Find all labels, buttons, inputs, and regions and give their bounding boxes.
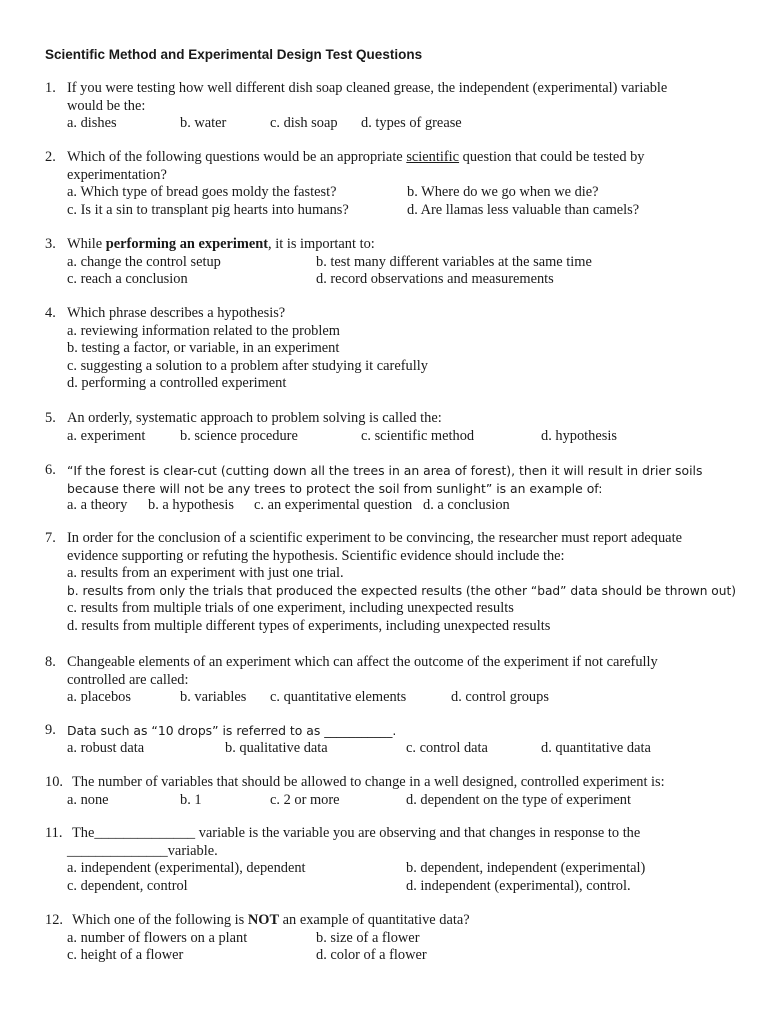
option-a[interactable]: a. number of flowers on a plant <box>67 929 248 946</box>
options-row <box>67 930 748 948</box>
question-number: 11. <box>45 825 63 841</box>
question-3 <box>45 236 748 289</box>
option-d[interactable]: d. hypothesis <box>541 427 617 444</box>
option-a[interactable]: a. dishes <box>67 115 117 131</box>
option-a[interactable]: a. Which type of bread goes moldy the fastest? <box>67 184 337 200</box>
options-row <box>67 202 748 220</box>
options-row <box>67 792 748 810</box>
question-stem-cont: because there will not be any trees to protect the soil from sunlight” is an example of: <box>67 480 603 496</box>
option-a[interactable]: a. experiment <box>67 427 146 444</box>
option-b[interactable]: b. water <box>180 115 227 131</box>
option-c[interactable]: c. results from multiple trials of one experiment, including unexpected results <box>67 600 514 616</box>
option-b[interactable]: b. science procedure <box>180 427 298 444</box>
question-stem: Data such as “10 drops” is referred to as ___________. <box>67 723 397 738</box>
bold-phrase: performing an experiment <box>105 236 269 252</box>
question-stem: “If the forest is clear-cut (cutting down all the trees in an area of forest), then it will result in drier soils <box>67 463 703 478</box>
question-number: 6. <box>45 462 56 478</box>
option-d[interactable]: d. color of a flower <box>316 947 427 963</box>
question-number: 3. <box>45 236 56 252</box>
options-row <box>67 271 748 289</box>
question-stem-cont: controlled are called: <box>67 671 189 688</box>
option-c[interactable]: c. 2 or more <box>270 791 340 808</box>
option-b[interactable]: b. 1 <box>180 791 202 808</box>
option-a[interactable]: a. change the control setup <box>67 253 221 270</box>
option-c[interactable]: c. reach a conclusion <box>67 271 188 287</box>
option-b[interactable]: b. variables <box>180 689 247 705</box>
question-stem: Changeable elements of an experiment which can affect the outcome of the experiment if not carefully <box>67 654 658 670</box>
question-number: 8. <box>45 654 56 670</box>
option-c[interactable]: c. suggesting a solution to a problem after studying it carefully <box>67 357 428 374</box>
options-row <box>67 878 748 896</box>
options-row <box>67 947 748 965</box>
page-title: Scientific Method and Experimental Design Test Questions <box>45 47 423 62</box>
options-row <box>67 860 748 878</box>
question-stem: While performing an experiment, it is important to: <box>67 236 375 252</box>
question-stem: An orderly, systematic approach to problem solving is called the: <box>67 410 442 426</box>
question-stem: The______________ variable is the variable you are observing and that changes in response to the <box>72 825 641 841</box>
option-a[interactable]: a. independent (experimental), dependent <box>67 860 306 876</box>
options-row <box>67 740 748 758</box>
question-stem: In order for the conclusion of a scientific experiment to be convincing, the researcher must report adequate <box>67 530 682 546</box>
option-c[interactable]: c. an experimental question <box>254 497 413 513</box>
option-c[interactable]: c. height of a flower <box>67 947 184 963</box>
option-b[interactable]: b. size of a flower <box>316 929 420 946</box>
option-d[interactable]: d. dependent on the type of experiment <box>406 791 631 808</box>
question-number: 9. <box>45 722 56 738</box>
question-6 <box>45 462 748 515</box>
question-11 <box>45 825 748 895</box>
question-1 <box>45 80 748 133</box>
question-number: 10. <box>45 774 63 790</box>
question-number: 5. <box>45 410 56 426</box>
question-number: 1. <box>45 80 56 96</box>
question-stem-cont: ______________variable. <box>67 842 218 859</box>
question-number: 2. <box>45 149 56 165</box>
question-number: 12. <box>45 912 63 928</box>
question-number: 4. <box>45 305 56 321</box>
option-a[interactable]: a. none <box>67 791 109 808</box>
options-row <box>67 689 748 707</box>
question-9 <box>45 722 748 757</box>
options-row <box>67 115 748 133</box>
option-d[interactable]: d. control groups <box>451 689 549 705</box>
option-b[interactable]: b. testing a factor, or variable, in an experiment <box>67 340 340 356</box>
option-a[interactable]: a. reviewing information related to the problem <box>67 322 340 339</box>
question-stem-cont: experimentation? <box>67 166 167 183</box>
option-c[interactable]: c. dependent, control <box>67 877 188 894</box>
option-d[interactable]: d. quantitative data <box>541 739 651 756</box>
option-b[interactable]: b. Where do we go when we die? <box>407 184 599 200</box>
bold-word: NOT <box>247 912 280 928</box>
option-b[interactable]: b. test many different variables at the same time <box>316 253 592 270</box>
option-a[interactable]: a. results from an experiment with just one trial. <box>67 565 344 581</box>
question-stem: The number of variables that should be allowed to change in a well designed, controlled experiment is: <box>72 774 665 790</box>
question-12 <box>45 912 748 965</box>
question-8 <box>45 654 748 707</box>
options-row <box>67 184 748 202</box>
option-d[interactable]: d. types of grease <box>361 115 462 131</box>
options-row <box>67 428 748 446</box>
question-7 <box>45 530 748 635</box>
option-b[interactable]: b. dependent, independent (experimental) <box>406 860 646 876</box>
question-stem: Which one of the following is NOT an example of quantitative data? <box>72 912 470 928</box>
options-row <box>67 254 748 272</box>
options-row <box>67 497 748 515</box>
option-c[interactable]: c. Is it a sin to transplant pig hearts into humans? <box>67 201 349 218</box>
option-d[interactable]: d. record observations and measurements <box>316 271 554 287</box>
option-c[interactable]: c. control data <box>406 739 488 756</box>
underlined-word: scientific <box>406 149 460 165</box>
option-c[interactable]: c. scientific method <box>361 427 475 444</box>
option-d[interactable]: d. results from multiple different types of experiments, including unexpected results <box>67 617 551 634</box>
question-2 <box>45 149 748 219</box>
question-10 <box>45 774 748 809</box>
option-a[interactable]: a. a theory <box>67 497 128 513</box>
answer-blank: ___________ <box>324 723 393 738</box>
question-4 <box>45 305 748 393</box>
question-5 <box>45 410 748 445</box>
option-b[interactable]: b. a hypothesis <box>148 497 234 513</box>
question-stem-cont: would be the: <box>67 97 146 114</box>
option-a[interactable]: a. placebos <box>67 689 131 705</box>
question-stem-cont: evidence supporting or refuting the hypothesis. Scientific evidence should include the: <box>67 547 565 564</box>
option-a[interactable]: a. robust data <box>67 739 145 756</box>
question-stem: If you were testing how well different dish soap cleaned grease, the independent (experimental) variable <box>67 80 668 96</box>
option-b[interactable]: b. results from only the trials that produced the expected results (the other “bad” data should be thrown out) <box>67 583 737 598</box>
option-c[interactable]: c. dish soap <box>270 115 338 131</box>
question-number: 7. <box>45 530 56 546</box>
question-stem: Which phrase describes a hypothesis? <box>67 305 286 321</box>
option-d[interactable]: d. independent (experimental), control. <box>406 877 631 894</box>
option-d[interactable]: d. a conclusion <box>423 497 510 513</box>
question-stem: Which of the following questions would be an appropriate scientific question that could be tested by <box>67 149 645 165</box>
option-b[interactable]: b. qualitative data <box>225 739 328 756</box>
option-d[interactable]: d. performing a controlled experiment <box>67 375 287 391</box>
option-c[interactable]: c. quantitative elements <box>270 689 407 705</box>
option-d[interactable]: d. Are llamas less valuable than camels? <box>407 201 640 218</box>
